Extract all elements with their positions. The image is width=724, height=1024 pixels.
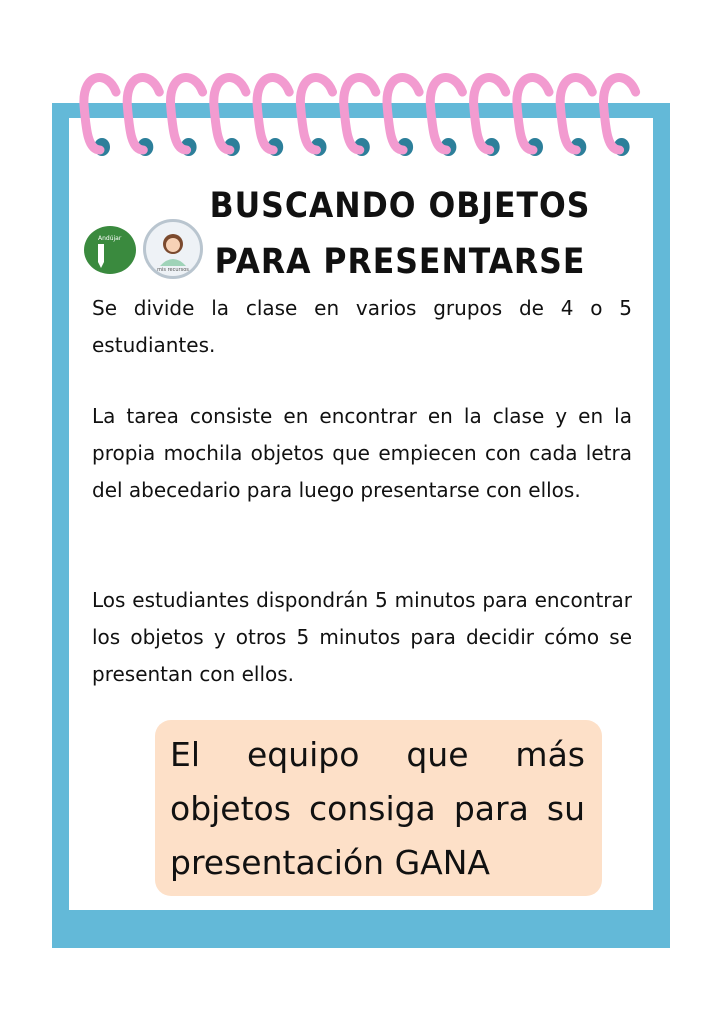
svg-text:mis recursos: mis recursos <box>157 267 189 273</box>
callout-text: El equipo que más objetos consiga para su presentación GANA <box>170 735 585 882</box>
paragraph-2: La tarea consiste en encontrar en la clase y en la propia mochila objetos que empiecen con cada letra del abecedario para luego presentarse con ellos. <box>92 404 632 502</box>
title-line-1: BUSCANDO OBJETOS <box>209 186 591 226</box>
page-title <box>200 178 600 290</box>
spiral-binding <box>0 0 724 200</box>
teacher-avatar-icon <box>146 222 200 276</box>
paragraph-3: Los estudiantes dispondrán 5 minutos para encontrar los objetos y otros 5 minutos para decidir cómo se presentan con ellos. <box>92 588 632 686</box>
school-logo: Andújar <box>84 226 136 274</box>
paragraph-1: Se divide la clase en varios grupos de 4 o 5 estudiantes. <box>92 296 632 357</box>
pencil-icon <box>84 226 136 274</box>
avatar-logo <box>143 219 203 279</box>
title-line-2: PARA PRESENTARSE <box>214 242 586 282</box>
